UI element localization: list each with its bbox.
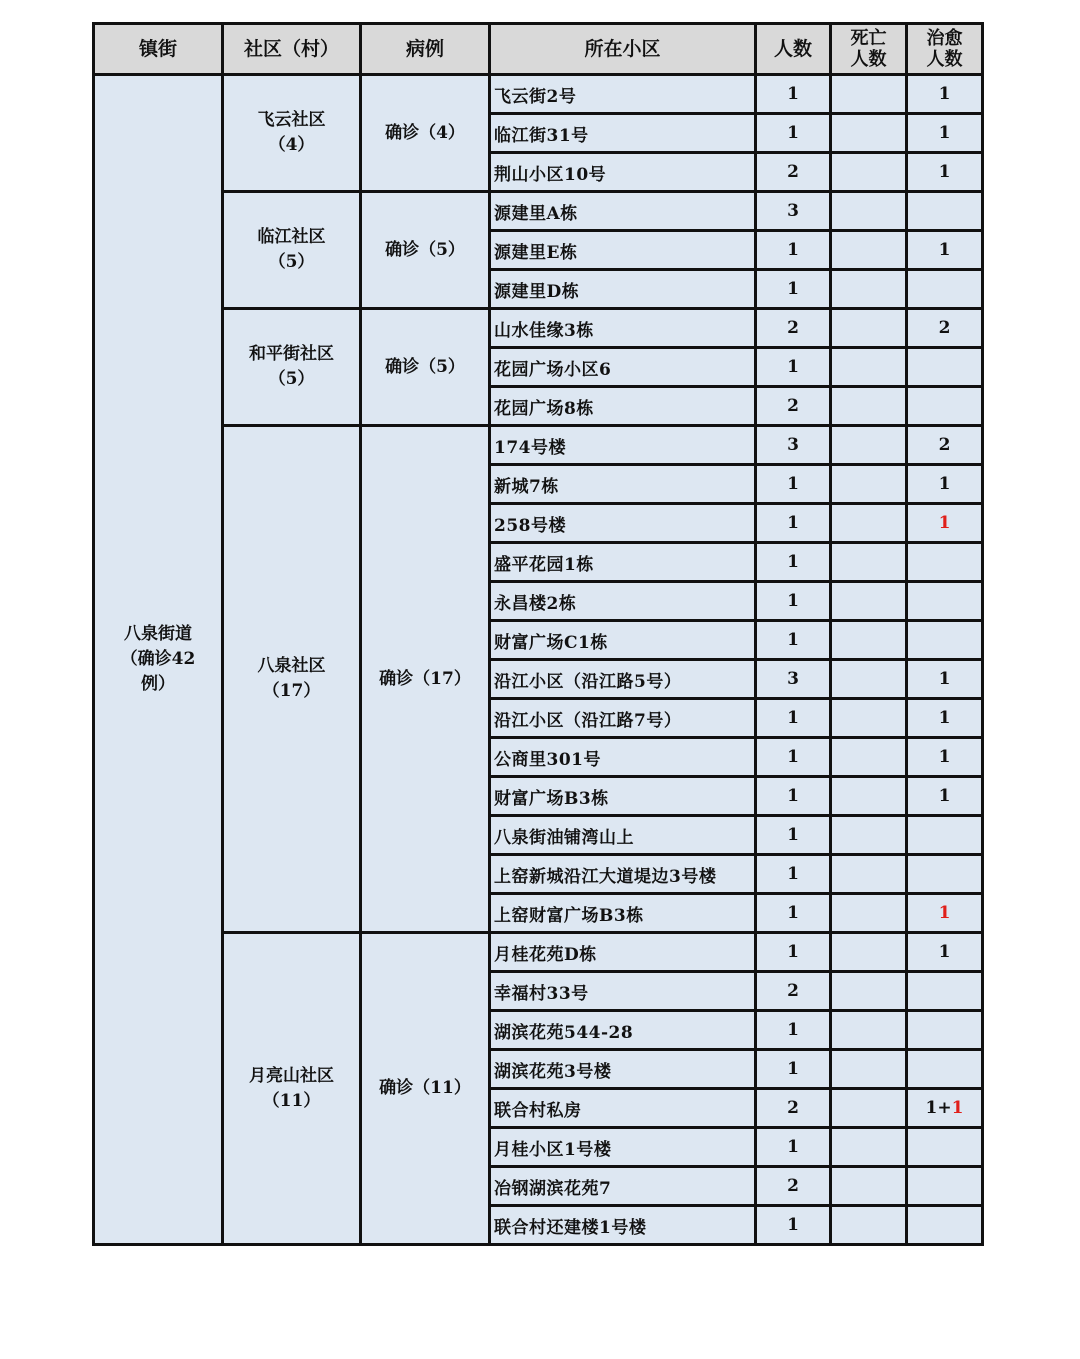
location-cell: 联合村还建楼1号楼: [490, 1206, 756, 1245]
table-row: [94, 192, 983, 231]
count-cell: 1: [756, 816, 831, 855]
count-cell: 1: [756, 582, 831, 621]
location-cell: 上窑财富广场B3栋: [490, 894, 756, 933]
location-cell: 湖滨花苑3号楼: [490, 1050, 756, 1089]
count-cell: 1: [756, 114, 831, 153]
count-cell: 2: [756, 1089, 831, 1128]
death-cell: [831, 699, 907, 738]
location-cell: 沿江小区（沿江路5号）: [490, 660, 756, 699]
case-table-container: [92, 22, 981, 1246]
location-cell: 荆山小区10号: [490, 153, 756, 192]
cured-cell: [907, 738, 983, 777]
header-community: 社区（村）: [223, 24, 361, 75]
cured-cell: [907, 270, 983, 309]
community-line: （5）: [268, 252, 315, 272]
death-cell: [831, 504, 907, 543]
cured-cell: [907, 660, 983, 699]
cured-cell: [907, 348, 983, 387]
cured-cell: [907, 426, 983, 465]
header-row: [94, 24, 983, 75]
count-cell: 1: [756, 1206, 831, 1245]
count-cell: 1: [756, 894, 831, 933]
count-cell: 1: [756, 699, 831, 738]
community-line: （5）: [268, 369, 315, 389]
death-cell: [831, 465, 907, 504]
location-cell: 盛平花园1栋: [490, 543, 756, 582]
community-line: （17）: [262, 681, 321, 701]
community-cell: [223, 933, 361, 1245]
count-cell: 1: [756, 75, 831, 114]
location-cell: 月桂小区1号楼: [490, 1128, 756, 1167]
cured-cell: [907, 777, 983, 816]
death-cell: [831, 1206, 907, 1245]
count-cell: 1: [756, 231, 831, 270]
case-table: [92, 22, 984, 1246]
cured-cell: [907, 894, 983, 933]
location-cell: 财富广场C1栋: [490, 621, 756, 660]
count-cell: 2: [756, 153, 831, 192]
cured-cell: [907, 972, 983, 1011]
cured-cell: [907, 855, 983, 894]
location-cell: 沿江小区（沿江路7号）: [490, 699, 756, 738]
cured-cell: [907, 114, 983, 153]
death-cell: [831, 1089, 907, 1128]
death-cell: [831, 1011, 907, 1050]
death-cell: [831, 621, 907, 660]
death-cell: [831, 231, 907, 270]
header-town: 镇街: [94, 24, 223, 75]
cases-cell: 确诊（11）: [361, 933, 490, 1245]
count-cell: 1: [756, 777, 831, 816]
community-line: 八泉社区: [257, 656, 326, 676]
death-cell: [831, 114, 907, 153]
location-cell: 飞云街2号: [490, 75, 756, 114]
cured-value: 1: [938, 747, 951, 767]
cured-cell: [907, 153, 983, 192]
town-line: 八泉街道: [124, 624, 192, 644]
cured-value: 1: [938, 786, 951, 806]
community-line: 和平街社区: [249, 344, 334, 364]
cured-cell: [907, 699, 983, 738]
count-cell: 1: [756, 543, 831, 582]
header-location: 所在小区: [490, 24, 756, 75]
header-count: 人数: [756, 24, 831, 75]
death-cell: [831, 933, 907, 972]
table-row: [94, 75, 983, 114]
death-cell: [831, 348, 907, 387]
location-cell: 山水佳缘3栋: [490, 309, 756, 348]
cured-value: 1: [938, 240, 951, 260]
location-cell: 花园广场小区6: [490, 348, 756, 387]
cured-cell: [907, 1089, 983, 1128]
town-line: 例）: [141, 674, 175, 694]
death-cell: [831, 816, 907, 855]
cured-value: 2: [938, 435, 951, 455]
count-cell: 1: [756, 465, 831, 504]
cases-cell: 确诊（17）: [361, 426, 490, 933]
count-cell: 1: [756, 621, 831, 660]
location-cell: 财富广场B3栋: [490, 777, 756, 816]
death-cell: [831, 582, 907, 621]
death-cell: [831, 855, 907, 894]
cured-cell: [907, 816, 983, 855]
location-cell: 冶钢湖滨花苑7: [490, 1167, 756, 1206]
cured-value: 1: [938, 708, 951, 728]
death-cell: [831, 192, 907, 231]
location-cell: 上窑新城沿江大道堤边3号楼: [490, 855, 756, 894]
header-death-line1: 死亡: [850, 28, 887, 49]
cured-value: 1: [938, 942, 951, 962]
death-cell: [831, 660, 907, 699]
header-death-line2: 人数: [850, 49, 887, 70]
cured-value: 1+: [925, 1098, 952, 1118]
town-line: （确诊42: [120, 649, 196, 669]
count-cell: 1: [756, 270, 831, 309]
community-cell: [223, 75, 361, 192]
cured-cell: [907, 1206, 983, 1245]
header-cured-line2: 人数: [926, 49, 963, 70]
community-cell: [223, 192, 361, 309]
count-cell: 2: [756, 387, 831, 426]
death-cell: [831, 543, 907, 582]
community-line: （11）: [262, 1090, 321, 1111]
count-cell: 1: [756, 933, 831, 972]
community-cell: [223, 426, 361, 933]
cured-value: 1: [938, 84, 951, 104]
cured-value: 1: [938, 123, 951, 143]
header-cured: [907, 24, 983, 75]
death-cell: [831, 387, 907, 426]
community-line: （4）: [268, 135, 315, 155]
location-cell: 174号楼: [490, 426, 756, 465]
death-cell: [831, 777, 907, 816]
death-cell: [831, 426, 907, 465]
count-cell: 1: [756, 348, 831, 387]
death-cell: [831, 1050, 907, 1089]
death-cell: [831, 270, 907, 309]
count-cell: 1: [756, 855, 831, 894]
cured-value: 1: [938, 162, 951, 182]
death-cell: [831, 1128, 907, 1167]
location-cell: 花园广场8栋: [490, 387, 756, 426]
header-cases: 病例: [361, 24, 490, 75]
cured-value-red: 1: [938, 513, 951, 533]
cured-cell: [907, 1128, 983, 1167]
cured-cell: [907, 192, 983, 231]
location-cell: 源建里A栋: [490, 192, 756, 231]
location-cell: 源建里E栋: [490, 231, 756, 270]
cases-cell: 确诊（5）: [361, 309, 490, 426]
cured-cell: [907, 582, 983, 621]
location-cell: 新城7栋: [490, 465, 756, 504]
count-cell: 1: [756, 1011, 831, 1050]
community-line: 月亮山社区: [249, 1065, 334, 1086]
case-table-body: [94, 75, 983, 1245]
cured-cell: [907, 75, 983, 114]
count-cell: 1: [756, 1050, 831, 1089]
death-cell: [831, 153, 907, 192]
death-cell: [831, 1167, 907, 1206]
cured-value: 1: [938, 669, 951, 689]
header-cured-line1: 治愈: [926, 28, 963, 49]
count-cell: 1: [756, 738, 831, 777]
community-line: 飞云社区: [257, 110, 326, 130]
table-row: [94, 933, 983, 972]
header-death: [831, 24, 907, 75]
count-cell: 3: [756, 192, 831, 231]
town-cell: [94, 75, 223, 1245]
count-cell: 2: [756, 972, 831, 1011]
cured-cell: [907, 465, 983, 504]
cured-cell: [907, 1167, 983, 1206]
table-row: [94, 309, 983, 348]
count-cell: 1: [756, 504, 831, 543]
location-cell: 258号楼: [490, 504, 756, 543]
location-cell: 湖滨花苑544-28: [490, 1011, 756, 1050]
cured-cell: [907, 543, 983, 582]
count-cell: 3: [756, 426, 831, 465]
cases-cell: 确诊（4）: [361, 75, 490, 192]
location-cell: 公商里301号: [490, 738, 756, 777]
cured-value-red: 1: [938, 903, 951, 923]
count-cell: 2: [756, 1167, 831, 1206]
community-cell: [223, 309, 361, 426]
cured-cell: [907, 387, 983, 426]
death-cell: [831, 894, 907, 933]
count-cell: 3: [756, 660, 831, 699]
cured-cell: [907, 504, 983, 543]
death-cell: [831, 309, 907, 348]
location-cell: 月桂花苑D栋: [490, 933, 756, 972]
death-cell: [831, 972, 907, 1011]
cured-cell: [907, 231, 983, 270]
location-cell: 永昌楼2栋: [490, 582, 756, 621]
cured-value: 1: [938, 474, 951, 494]
location-cell: 幸福村33号: [490, 972, 756, 1011]
death-cell: [831, 75, 907, 114]
location-cell: 联合村私房: [490, 1089, 756, 1128]
cases-cell: 确诊（5）: [361, 192, 490, 309]
cured-cell: [907, 933, 983, 972]
cured-cell: [907, 1050, 983, 1089]
location-cell: 临江街31号: [490, 114, 756, 153]
death-cell: [831, 738, 907, 777]
community-line: 临江社区: [257, 227, 326, 247]
cured-cell: [907, 309, 983, 348]
cured-value: 2: [938, 318, 951, 338]
cured-value-red: 1: [951, 1098, 964, 1118]
location-cell: 八泉街油铺湾山上: [490, 816, 756, 855]
location-cell: 源建里D栋: [490, 270, 756, 309]
cured-cell: [907, 1011, 983, 1050]
cured-cell: [907, 621, 983, 660]
count-cell: 2: [756, 309, 831, 348]
table-row: [94, 426, 983, 465]
count-cell: 1: [756, 1128, 831, 1167]
